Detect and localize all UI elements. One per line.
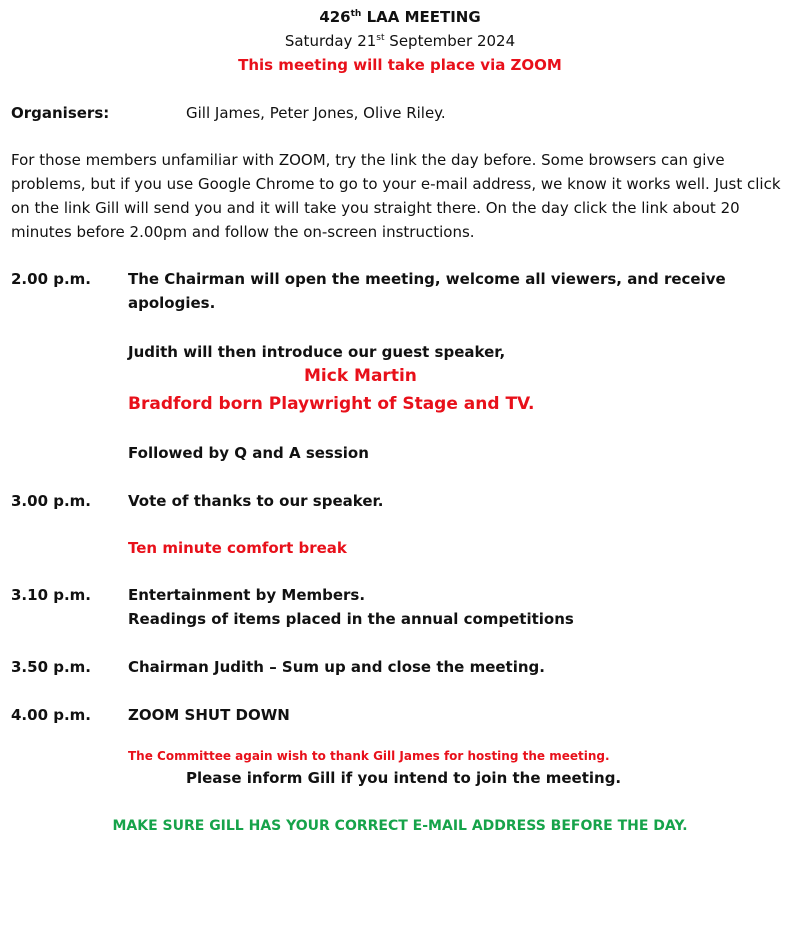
comfort-break: Ten minute comfort break: [128, 539, 347, 557]
opening-line-2: apologies.: [128, 294, 216, 312]
time-2-00: 2.00 p.m.: [11, 270, 91, 288]
time-3-10: 3.10 p.m.: [11, 586, 91, 604]
speaker-description: Bradford born Playwright of Stage and TV.: [128, 394, 535, 414]
zoom-note: This meeting will take place via ZOOM: [238, 56, 562, 74]
time-4-00: 4.00 p.m.: [11, 706, 91, 724]
vote-of-thanks: Vote of thanks to our speaker.: [128, 492, 384, 510]
zoom-shut-down: ZOOM SHUT DOWN: [128, 706, 290, 724]
speaker-name: Mick Martin: [304, 366, 417, 386]
entertainment: Entertainment by Members.: [128, 586, 366, 604]
organisers-names: Gill James, Peter Jones, Olive Riley.: [186, 104, 446, 122]
committee-thanks: The Committee again wish to thank Gill James for hosting the meeting.: [128, 749, 610, 763]
speaker-intro: Judith will then introduce our guest speaker,: [128, 343, 506, 361]
time-3-50: 3.50 p.m.: [11, 658, 91, 676]
qa-session: Followed by Q and A session: [128, 444, 369, 462]
inform-gill: Please inform Gill if you intend to join the meeting.: [186, 769, 622, 787]
meeting-date: Saturday 21st September 2024: [284, 32, 516, 50]
organisers-label: Organisers:: [11, 104, 110, 122]
readings: Readings of items placed in the annual competitions: [128, 610, 574, 628]
email-reminder: MAKE SURE GILL HAS YOUR CORRECT E-MAIL ADDRESS BEFORE THE DAY.: [112, 818, 688, 834]
sum-up: Chairman Judith – Sum up and close the meeting.: [128, 658, 545, 676]
opening-line-1: The Chairman will open the meeting, welcome all viewers, and receive: [128, 270, 726, 288]
meeting-title: 426th LAA MEETING: [319, 8, 481, 26]
intro-paragraph: For those members unfamiliar with ZOOM, try the link the day before. Some browsers can give problems, but if you use Google Chrome to go to your e-mail address, we know it works well. Just click on the link Gill will send you and it will take you straight there. On the day click the link about 20 minutes before 2.00pm and follow the on-screen instructions.: [11, 151, 781, 241]
time-3-00: 3.00 p.m.: [11, 492, 91, 510]
